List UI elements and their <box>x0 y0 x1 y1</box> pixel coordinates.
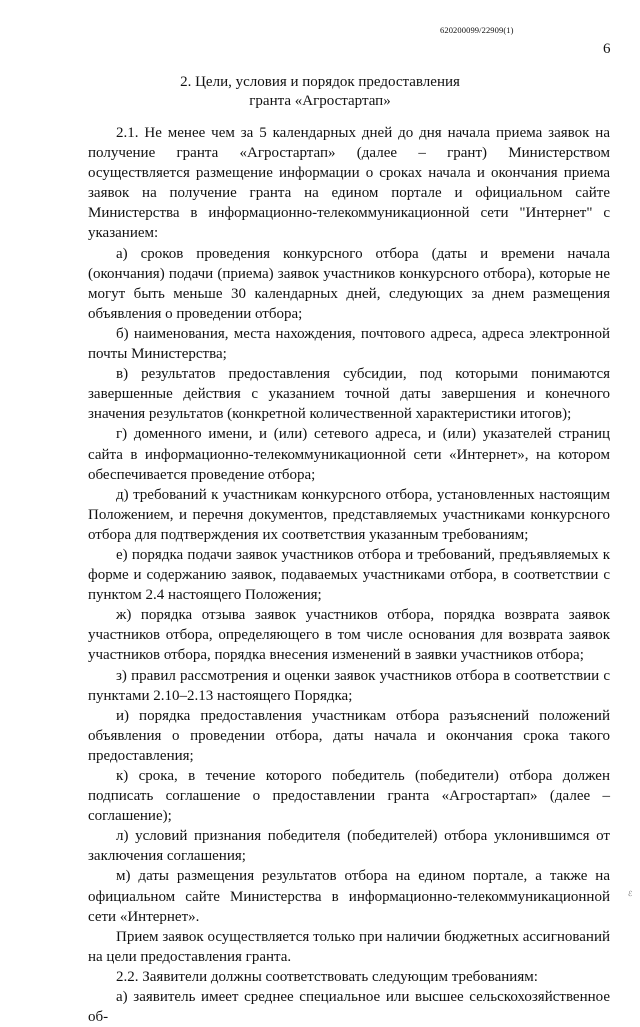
document-code: 620200099/22909(1) <box>440 25 514 35</box>
section-heading <box>0 73 640 111</box>
document-body <box>88 123 610 1027</box>
paragraph-2-1: 2.1. Не менее чем за 5 календарных дней до дня начала приема заявок на получение гранта «Агростартап» (далее – грант) Министерством осуществляется размещение информации о сроках начала и окончания приема заявок на получение гранта на едином портале и официальном сайте Министерства в информационно-телекоммуникационной сети "Интернет" с указанием: <box>88 125 610 242</box>
list-item-l: л) условий признания победителя (победителей) отбора уклонившимся от заключения соглашения; <box>88 828 610 865</box>
list-item-b: б) наименования, места нахождения, почтового адреса, адреса электронной почты Министерства; <box>88 325 610 363</box>
corner-mark: ℰ <box>628 890 633 898</box>
list-item-i: и) порядка предоставления участникам отбора разъяснений положений объявления о проведении отбора, даты начала и окончания срока такого предоставления; <box>88 707 610 764</box>
page-number: 6 <box>603 41 611 57</box>
list-item-a-requirements: а) заявитель имеет среднее специальное или высшее сельскохозяйственное об- <box>88 989 610 1026</box>
list-item-d: д) требований к участникам конкурсного отбора, установленных настоящим Положением, и перечня документов, представляемых участниками конкурсного отбора для подтверждения их соответствия указанным требованиям; <box>88 486 610 543</box>
section-title-line-2: гранта «Агростартап» <box>249 93 391 109</box>
list-item-e: е) порядка подачи заявок участников отбора и требований, предъявляемых к форме и содержанию заявок, подаваемых участниками отбора, в соответствии с пунктом 2.4 настоящего Положения; <box>88 546 610 604</box>
list-item-z: з) правил рассмотрения и оценки заявок участников отбора в соответствии с пунктами 2.10–2.13 настоящего Порядка; <box>88 667 610 704</box>
paragraph-2-2: 2.2. Заявители должны соответствовать следующим требованиям: <box>116 968 538 985</box>
list-item-a: а) сроков проведения конкурсного отбора (даты и времени начала (окончания) подачи (приема) заявок участников конкурсного отбора), которые не могут быть меньше 30 календарных дней, следующих за днем размещения объявления о проведении отбора; <box>88 245 610 322</box>
list-item-m: м) даты размещения результатов отбора на едином портале, а также на официальном сайте Министерства в информационно-телекоммуникационной сети «Интернет». <box>88 868 610 925</box>
list-item-k: к) срока, в течение которого победитель (победители) отбора должен подписать соглашение о предоставлении гранта «Агростартап» (далее – соглашение); <box>88 768 610 825</box>
paragraph-budget: Прием заявок осуществляется только при наличии бюджетных ассигнований на цели предоставления гранта. <box>88 928 610 965</box>
list-item-v: в) результатов предоставления субсидии, под которыми понимаются завершенные действия с указанием точной даты завершения и конечного значения результатов (конкретной количественной характеристики итогов); <box>88 366 610 423</box>
list-item-zh: ж) порядка отзыва заявок участников отбора, порядка возврата заявок участников отбора, определяющего в том числе основания для возврата заявок участников отбора, порядка внесения изменений в заявки участников отбора; <box>88 607 610 664</box>
section-title-line-1: 2. Цели, условия и порядок предоставления <box>180 74 460 90</box>
list-item-g: г) доменного имени, и (или) сетевого адреса, и (или) указателей страниц сайта в информационно-телекоммуникационной сети «Интернет», на котором обеспечивается проведение отбора; <box>88 426 610 483</box>
